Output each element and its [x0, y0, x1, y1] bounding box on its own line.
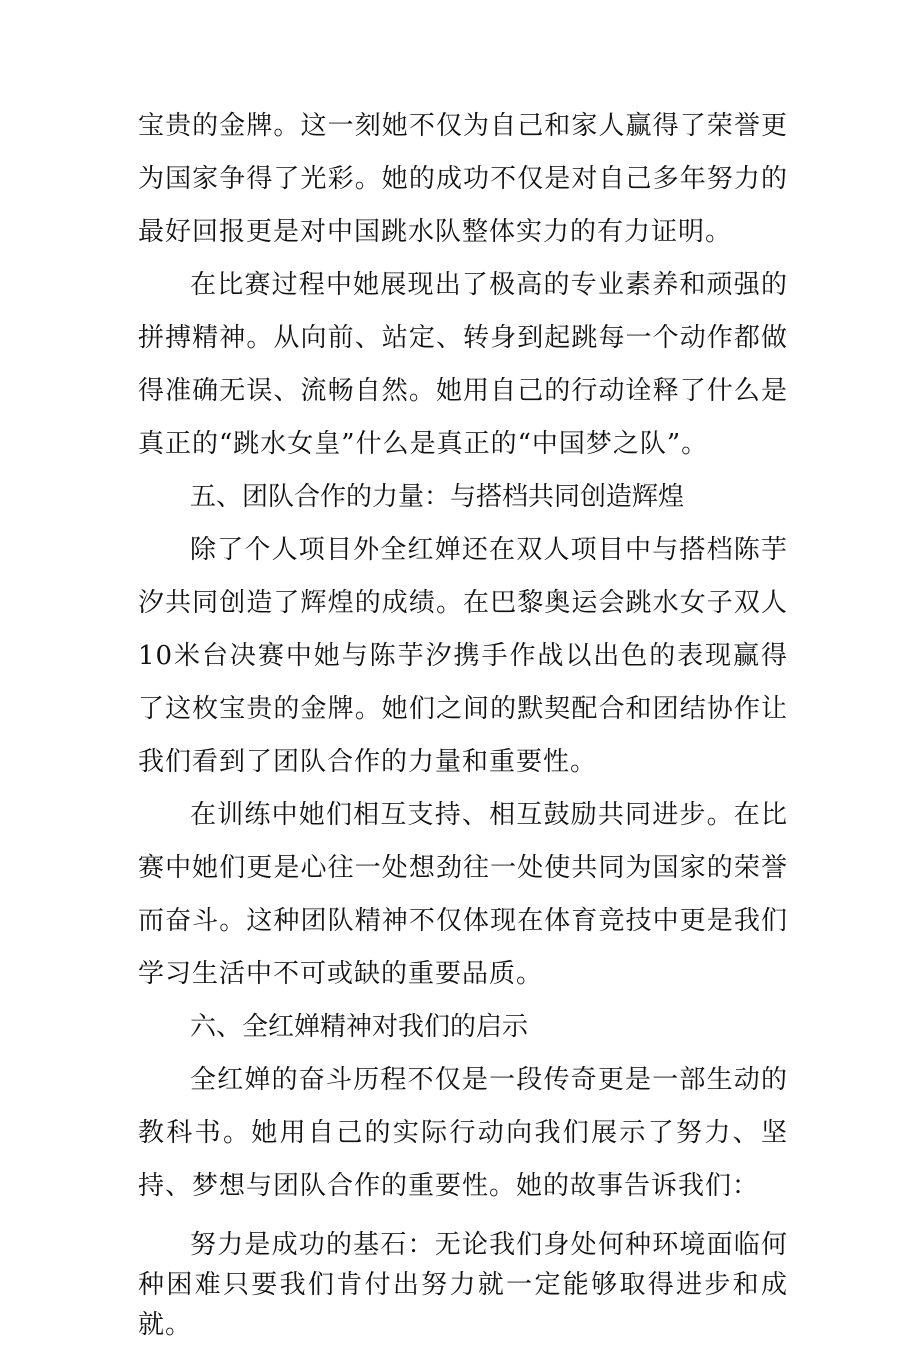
paragraph-competition-spirit: 在比赛过程中她展现出了极高的专业素养和顽强的拼搏精神。从向前、站定、转身到起跳每一个动作都做得准确无误、流畅自然。她用自己的行动诠释了什么是真正的“跳水女皇”什么是真正的“中国梦之队”。	[138, 270, 788, 459]
paragraph-effort-foundation: 努力是成功的基石：无论我们身处何种环境面临何种困难只要我们肯付出努力就一定能够取得进步和成就。	[138, 1230, 788, 1340]
paragraph-team-spirit: 在训练中她们相互支持、相互鼓励共同进步。在比赛中她们更是心往一处想劲往一处使共同为国家的荣誉而奋斗。这种团队精神不仅体现在体育竞技中更是我们学习生活中不可或缺的重要品质。	[138, 800, 788, 989]
document-body	[138, 100, 788, 1345]
paragraph-synchronized-diving: 除了个人项目外全红婵还在双人项目中与搭档陈芋汐共同创造了辉煌的成绩。在巴黎奥运会跳水女子双人10米台决赛中她与陈芋汐携手作战以出色的表现赢得了这枚宝贵的金牌。她们之间的默契配合和团结协作让我们看到了团队合作的力量和重要性。	[138, 535, 788, 777]
paragraph-gold-medal: 宝贵的金牌。这一刻她不仅为自己和家人赢得了荣誉更为国家争得了光彩。她的成功不仅是对自己多年努力的最好回报更是对中国跳水队整体实力的有力证明。	[138, 111, 788, 247]
section-heading-inspiration: 六、全红婵精神对我们的启示	[190, 1012, 529, 1042]
section-heading-teamwork: 五、团队合作的力量：与搭档共同创造辉煌	[190, 482, 685, 512]
paragraph-inspiration-intro: 全红婵的奋斗历程不仅是一段传奇更是一部生动的教科书。她用自己的实际行动向我们展示了努力、坚持、梦想与团队合作的重要性。她的故事告诉我们：	[138, 1065, 788, 1201]
